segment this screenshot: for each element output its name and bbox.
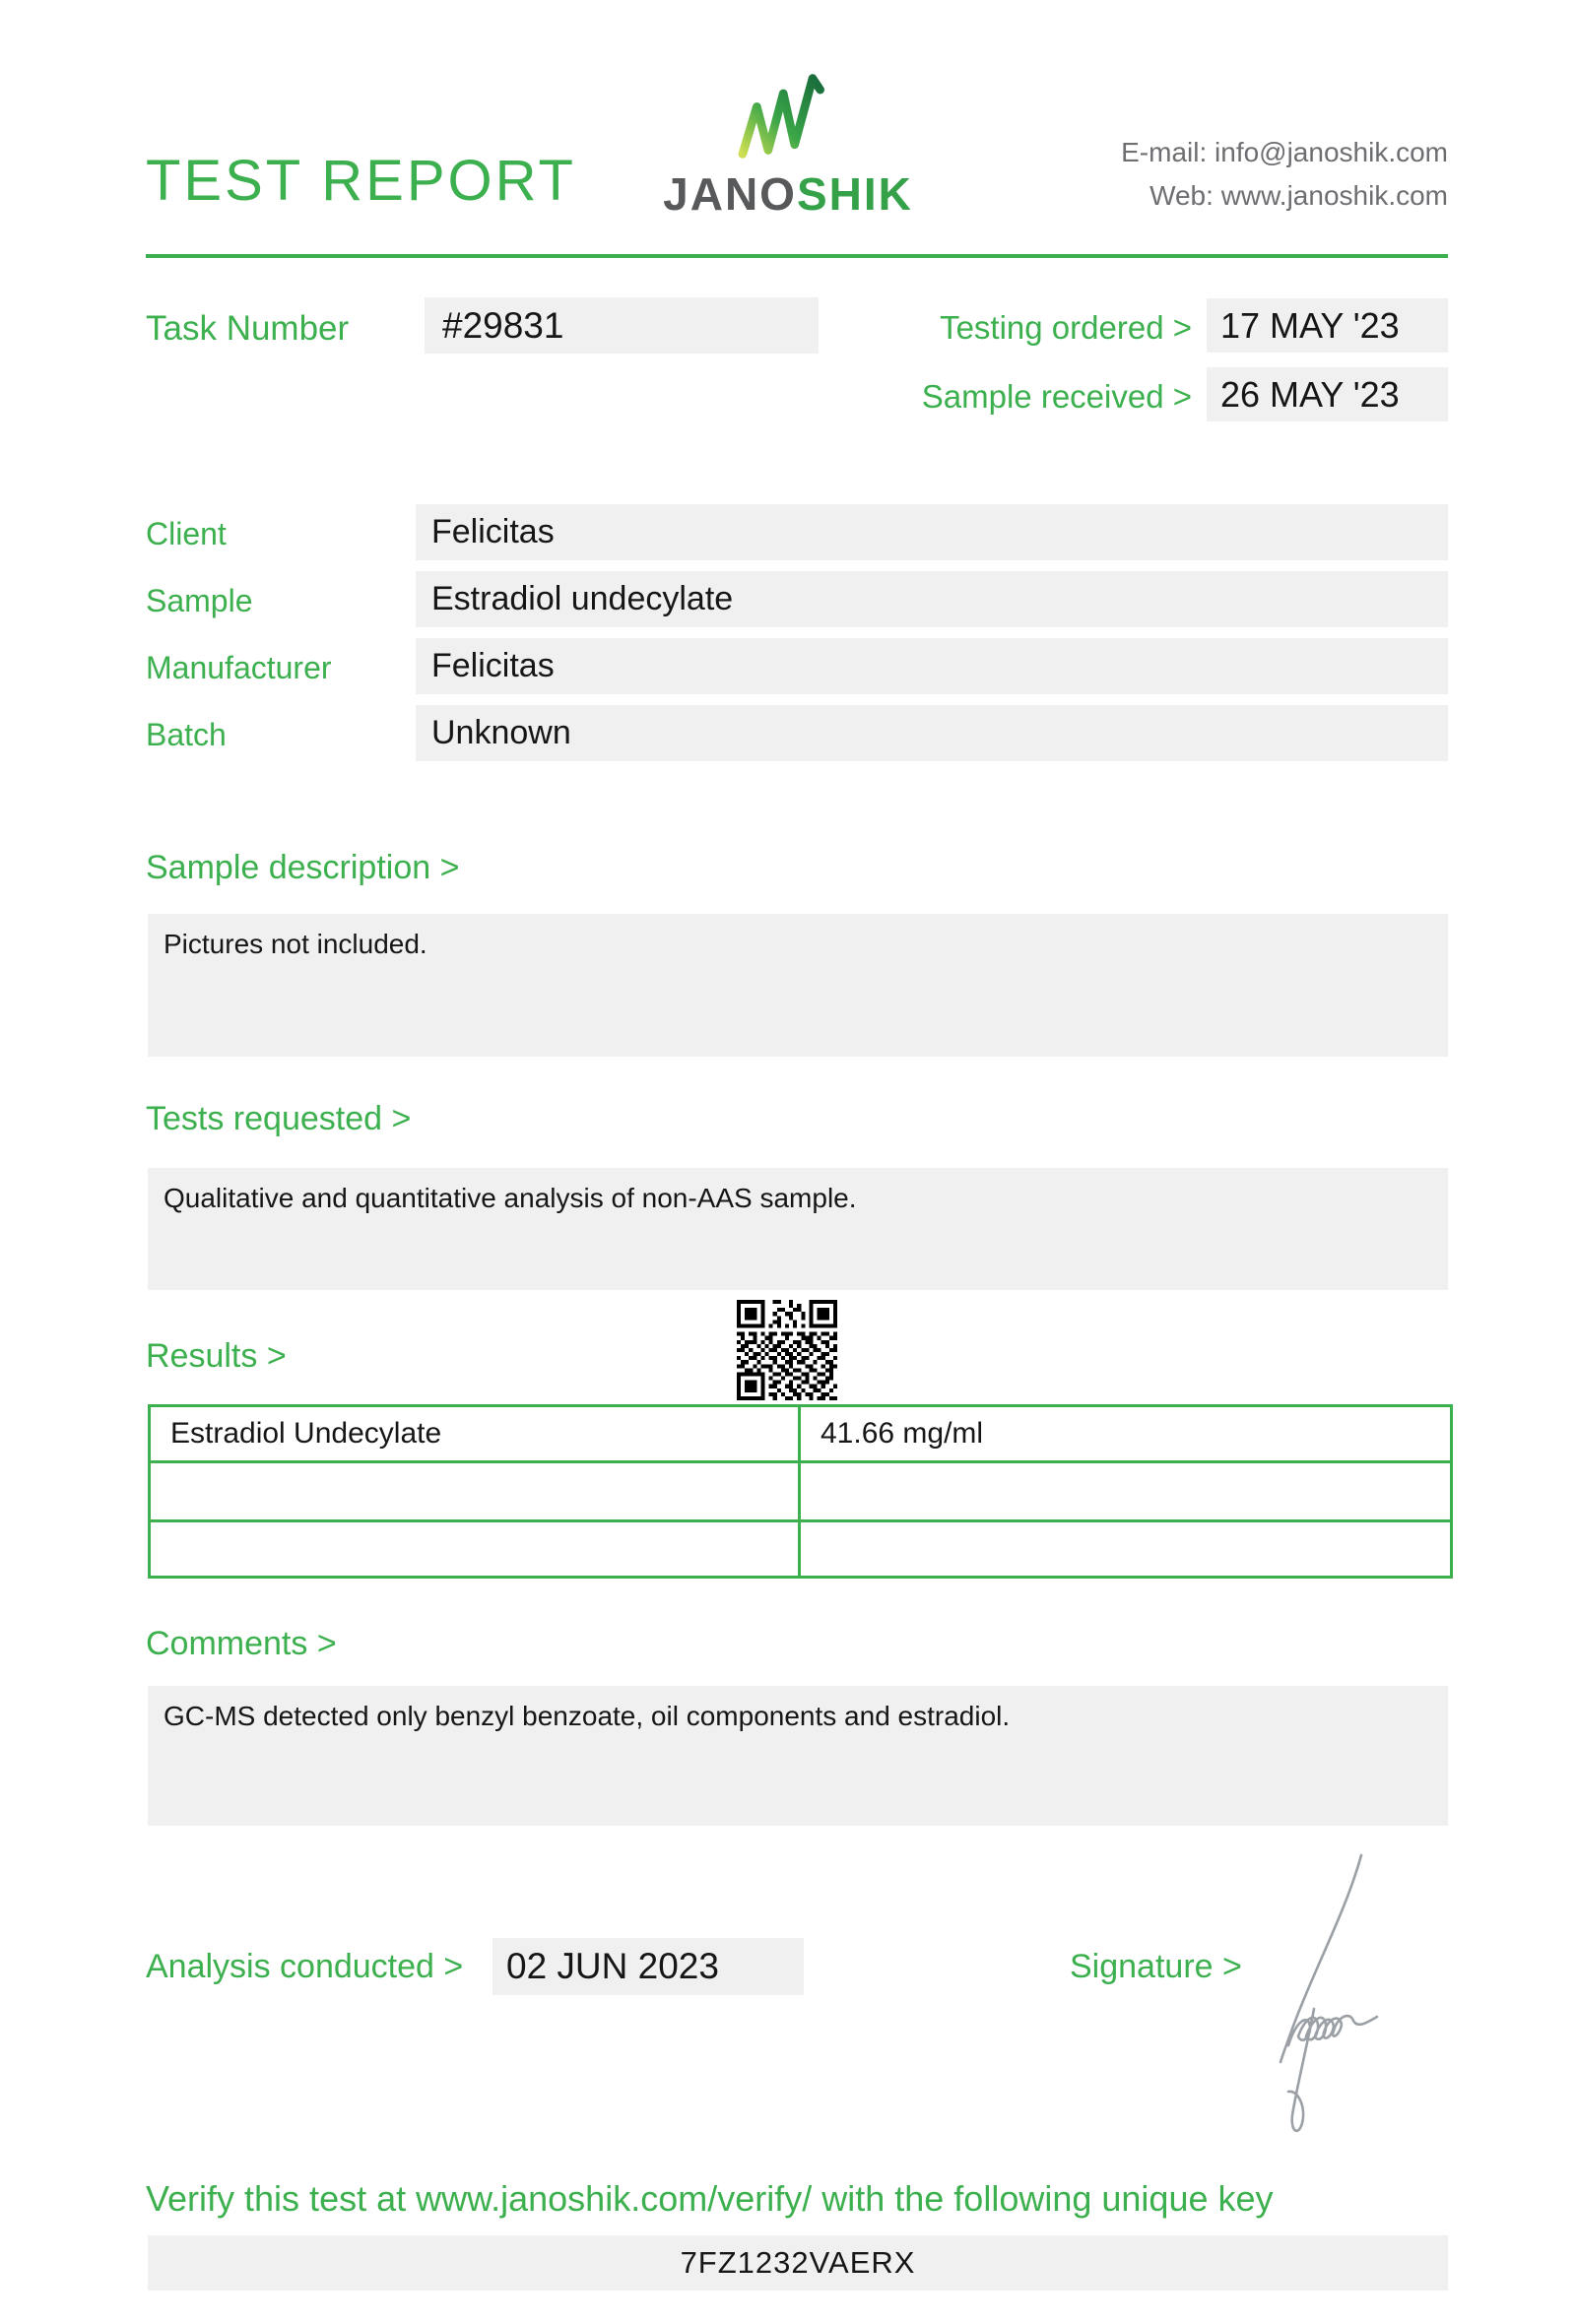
result-analyte [150, 1462, 800, 1521]
result-analyte: Estradiol Undecylate [150, 1406, 800, 1462]
sample-description-box: Pictures not included. [148, 914, 1448, 1057]
results-row [150, 1462, 1452, 1521]
testing-ordered-label: Testing ordered > [940, 309, 1192, 346]
batch-label: Batch [146, 717, 227, 752]
results-row [150, 1521, 1452, 1578]
header-divider [146, 254, 1448, 258]
logo-wordmark [650, 167, 926, 221]
analysis-conducted-label: Analysis conducted > [146, 1948, 464, 1985]
tests-requested-heading: Tests requested > [146, 1100, 412, 1137]
manufacturer-label: Manufacturer [146, 650, 332, 685]
signature-label: Signature > [1070, 1948, 1242, 1985]
page-title: TEST REPORT [146, 149, 576, 213]
results-table [148, 1404, 1453, 1579]
sample-label: Sample [146, 583, 253, 618]
contact-block [1121, 131, 1448, 218]
janoshik-logo [650, 69, 926, 221]
tests-requested-box: Qualitative and quantitative analysis of non-AAS sample. [148, 1168, 1448, 1290]
logo-word-dark: JANO [663, 168, 797, 220]
client-value: Felicitas [416, 504, 1448, 560]
results-heading: Results > [146, 1337, 287, 1375]
unique-key-value: 7FZ1232VAERX [148, 2235, 1448, 2291]
sample-received-label: Sample received > [921, 378, 1192, 415]
result-value: 41.66 mg/ml [800, 1406, 1452, 1462]
comments-box: GC-MS detected only benzyl benzoate, oil components and estradiol. [148, 1686, 1448, 1826]
result-analyte [150, 1521, 800, 1578]
client-label: Client [146, 516, 227, 551]
batch-value: Unknown [416, 705, 1448, 761]
qr-code [737, 1300, 837, 1400]
result-value [800, 1521, 1452, 1578]
comments-heading: Comments > [146, 1625, 337, 1662]
task-number-value: #29831 [425, 297, 819, 354]
result-value [800, 1462, 1452, 1521]
sample-description-heading: Sample description > [146, 849, 460, 886]
task-number-label: Task Number [146, 309, 350, 348]
manufacturer-value: Felicitas [416, 638, 1448, 694]
contact-email: E-mail: info@janoshik.com [1121, 137, 1448, 167]
sample-value: Estradiol undecylate [416, 571, 1448, 627]
sample-received-value: 26 MAY '23 [1207, 367, 1448, 421]
chart-growth-icon [729, 69, 847, 163]
logo-word-green: SHIK [796, 168, 913, 220]
testing-ordered-value: 17 MAY '23 [1207, 298, 1448, 353]
verify-instruction: Verify this test at www.janoshik.com/verify/ with the following unique key [146, 2178, 1274, 2219]
analysis-date-value: 02 JUN 2023 [492, 1938, 804, 1995]
contact-web: Web: www.janoshik.com [1149, 180, 1448, 211]
signature-scrawl [1259, 1843, 1412, 2139]
results-row [150, 1406, 1452, 1462]
